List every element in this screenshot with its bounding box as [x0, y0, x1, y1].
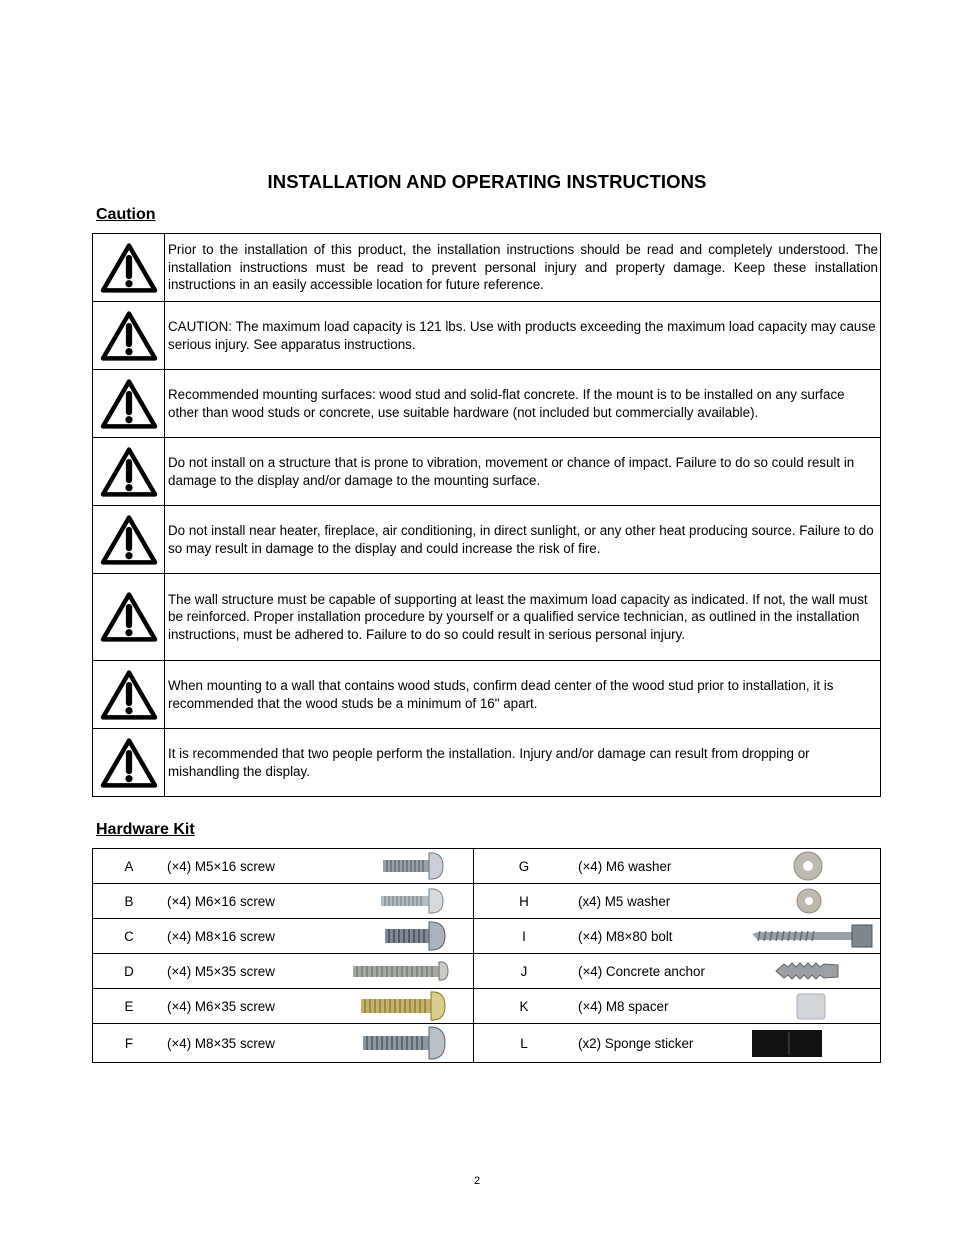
part-description: (×4) M6×16 screw: [165, 884, 347, 919]
caution-row: [93, 661, 881, 729]
screw-icon: [347, 1024, 474, 1063]
hardware-kit-heading: Hardware Kit: [96, 821, 195, 838]
screw-icon: [347, 884, 474, 919]
part-description: (×4) M8 spacer: [574, 989, 748, 1024]
screw-icon: [347, 989, 474, 1024]
caution-row: [93, 574, 881, 661]
sponge-sticker-icon: [748, 1024, 881, 1063]
part-description: (x4) M5 washer: [574, 884, 748, 919]
part-description: (×4) M8×35 screw: [165, 1024, 347, 1063]
caution-text: The wall structure must be capable of supporting at least the maximum load capacity as indicated. If not, the wall must be reinforced. Proper installation procedure by yourself or a qualified service technician, as outlined in the installation instructions, must be adhered to. Failure to do so could result in serious personal injury.: [165, 574, 881, 661]
part-description: (×4) Concrete anchor: [574, 954, 748, 989]
part-description: (×4) M6×35 screw: [165, 989, 347, 1024]
hardware-row: [93, 919, 881, 954]
hardware-row: [93, 954, 881, 989]
part-description: (×4) M6 washer: [574, 849, 748, 884]
caution-heading: Caution: [96, 206, 156, 223]
warning-triangle-icon: [93, 661, 165, 729]
caution-row: [93, 370, 881, 438]
screw-icon: [347, 954, 474, 989]
caution-row: [93, 438, 881, 506]
part-letter: L: [474, 1024, 575, 1063]
caution-text: Recommended mounting surfaces: wood stud and solid-flat concrete. If the mount is to be installed on any surface other than wood studs or concrete, use suitable hardware (not included but commercially available).: [165, 370, 881, 438]
part-letter: G: [474, 849, 575, 884]
part-letter: K: [474, 989, 575, 1024]
caution-row: [93, 302, 881, 370]
hardware-row: [93, 1024, 881, 1063]
part-letter: C: [93, 919, 166, 954]
part-letter: H: [474, 884, 575, 919]
caution-text: Do not install near heater, fireplace, air conditioning, in direct sunlight, or any other heat producing source. Failure to do so may result in damage to the display and could increase the risk of fire.: [165, 506, 881, 574]
page-title: INSTALLATION AND OPERATING INSTRUCTIONS: [267, 171, 707, 192]
washer-icon: [748, 884, 881, 919]
caution-text: Prior to the installation of this product, the installation instructions should be read and completely understood. The installation instructions must be read to prevent personal injury and property damage. Keep these installation instructions in an easily accessible location for future reference.: [165, 234, 881, 302]
part-letter: F: [93, 1024, 166, 1063]
caution-text: Do not install on a structure that is prone to vibration, movement or chance of impact. Failure to do so could result in damage to the display and/or damage to the mounting surface.: [165, 438, 881, 506]
caution-row: [93, 729, 881, 797]
part-letter: A: [93, 849, 166, 884]
warning-triangle-icon: [93, 302, 165, 370]
warning-triangle-icon: [93, 506, 165, 574]
anchor-icon: [748, 954, 881, 989]
hardware-row: [93, 989, 881, 1024]
part-description: (×4) M8×80 bolt: [574, 919, 748, 954]
caution-text: When mounting to a wall that contains wood studs, confirm dead center of the wood stud prior to installation, it is recommended that the wood studs be a minimum of 16" apart.: [165, 661, 881, 729]
hardware-row: [93, 884, 881, 919]
warning-triangle-icon: [93, 438, 165, 506]
screw-icon: [347, 849, 474, 884]
warning-triangle-icon: [93, 729, 165, 797]
caution-text: It is recommended that two people perform the installation. Injury and/or damage can result from dropping or mishandling the display.: [165, 729, 881, 797]
caution-table: [92, 233, 881, 797]
bolt-icon: [748, 919, 881, 954]
part-letter: I: [474, 919, 575, 954]
warning-triangle-icon: [93, 574, 165, 661]
screw-icon: [347, 919, 474, 954]
part-letter: E: [93, 989, 166, 1024]
warning-triangle-icon: [93, 234, 165, 302]
hardware-kit-table: [92, 848, 881, 1063]
part-description: (x2) Sponge sticker: [574, 1024, 748, 1063]
part-description: (×4) M8×16 screw: [165, 919, 347, 954]
part-letter: J: [474, 954, 575, 989]
caution-text: CAUTION: The maximum load capacity is 121 lbs. Use with products exceeding the maximum load capacity may cause serious injury. See apparatus instructions.: [165, 302, 881, 370]
part-letter: B: [93, 884, 166, 919]
hardware-row: [93, 849, 881, 884]
page-number: 2: [473, 1175, 481, 1187]
part-letter: D: [93, 954, 166, 989]
warning-triangle-icon: [93, 370, 165, 438]
caution-row: [93, 234, 881, 302]
spacer-icon: [748, 989, 881, 1024]
part-description: (×4) M5×16 screw: [165, 849, 347, 884]
caution-row: [93, 506, 881, 574]
washer-icon: [748, 849, 881, 884]
part-description: (×4) M5×35 screw: [165, 954, 347, 989]
